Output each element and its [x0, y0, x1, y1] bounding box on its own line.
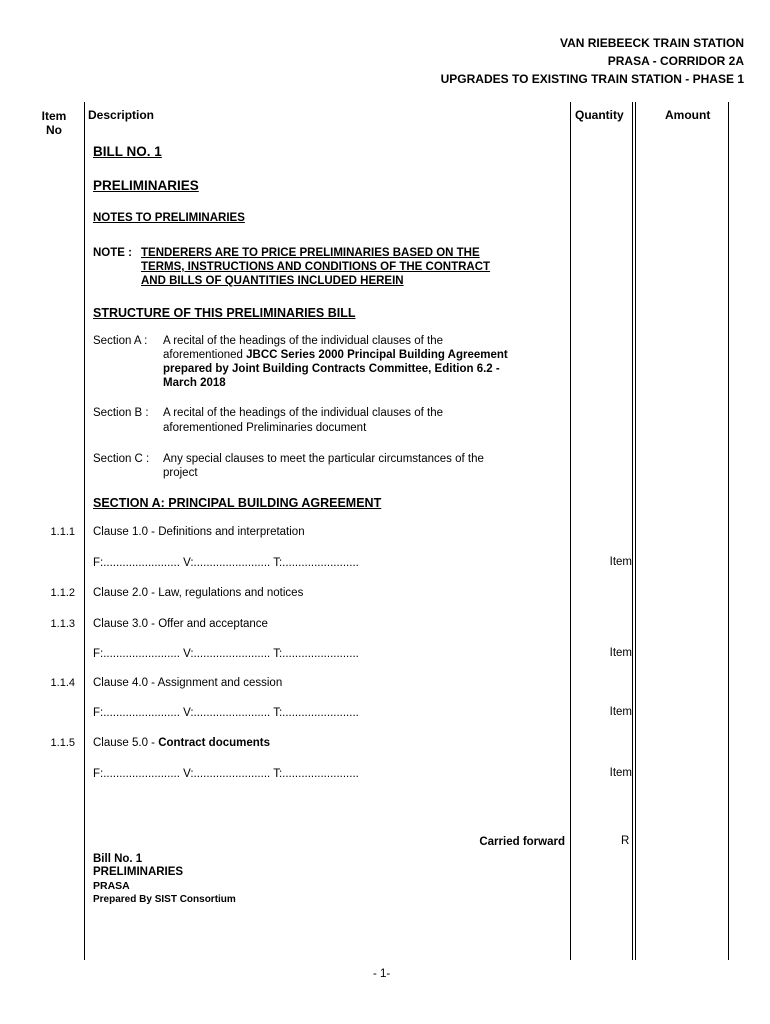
col-quantity: Quantity — [575, 108, 624, 122]
section-c-line-2: project — [163, 467, 198, 479]
quantity-item: Item — [609, 647, 632, 659]
section-a-line-1: A recital of the headings of the individual clauses of the — [163, 335, 444, 347]
quantity-item: Item — [609, 556, 632, 568]
page-number: - 1- — [373, 968, 391, 980]
section-a-line-3: prepared by Joint Building Contracts Committee, Edition 6.2 - — [163, 363, 500, 375]
col-no-label: No — [46, 123, 62, 137]
note-label: NOTE : — [93, 247, 132, 259]
structure-title: STRUCTURE OF THIS PRELIMINARIES BILL — [93, 306, 356, 320]
clause-text: Clause 4.0 - Assignment and cession — [93, 677, 283, 689]
clause-text-bold: Contract documents — [158, 737, 271, 749]
col-item-label: Item — [41, 109, 67, 123]
note-line-3: AND BILLS OF QUANTITIES INCLUDED HEREIN — [141, 275, 404, 287]
section-c-label: Section C : — [93, 453, 150, 465]
footer-client: PRASA — [93, 880, 130, 892]
currency-symbol: R — [621, 835, 630, 847]
rule-description-quantity — [570, 102, 571, 960]
preliminaries-title: PRELIMINARIES — [93, 178, 199, 193]
clause-text: Clause 3.0 - Offer and acceptance — [93, 618, 268, 630]
footer-title: PRELIMINARIES — [93, 866, 184, 878]
rule-quantity-left — [632, 102, 633, 960]
section-a-line-2-plain: aforementioned — [163, 349, 247, 361]
clause-text: Clause 2.0 - Law, regulations and notices — [93, 587, 304, 599]
col-item-no — [36, 109, 72, 137]
section-a-line-4: March 2018 — [163, 377, 226, 389]
header-project: VAN RIEBEECK TRAIN STATION — [559, 36, 744, 50]
section-b-label: Section B : — [93, 407, 149, 419]
section-a-title: SECTION A: PRINCIPAL BUILDING AGREEMENT — [93, 496, 382, 510]
section-b-line-2: aforementioned Preliminaries document — [163, 422, 367, 434]
fvt-line: F:........................ V:........................ T:........................ — [93, 707, 359, 719]
clause-text-plain: Clause 5.0 - — [93, 737, 159, 749]
fvt-line: F:........................ V:........................ T:........................ — [93, 768, 359, 780]
item-number: 1.1.2 — [50, 587, 75, 599]
item-number: 1.1.4 — [50, 677, 75, 689]
note-line-1: TENDERERS ARE TO PRICE PRELIMINARIES BASED ON THE — [141, 247, 480, 259]
section-b-line-1: A recital of the headings of the individual clauses of the — [163, 407, 444, 419]
notes-title: NOTES TO PRELIMINARIES — [93, 212, 245, 224]
rule-quantity-right — [635, 102, 636, 960]
header-phase: UPGRADES TO EXISTING TRAIN STATION - PHASE 1 — [440, 72, 744, 86]
section-c-line-1: Any special clauses to meet the particular circumstances of the — [163, 453, 484, 465]
section-a-agreement-name: JBCC Series 2000 Principal Building Agreement — [246, 349, 508, 361]
item-number: 1.1.1 — [50, 526, 75, 538]
item-number: 1.1.5 — [50, 737, 75, 749]
section-a-label: Section A : — [93, 335, 148, 347]
bill-title: BILL NO. 1 — [93, 144, 162, 159]
header-client: PRASA - CORRIDOR 2A — [607, 54, 744, 68]
carried-forward-label: Carried forward — [479, 836, 565, 848]
item-number: 1.1.3 — [50, 618, 75, 630]
col-amount: Amount — [665, 108, 711, 122]
quantity-item: Item — [609, 767, 632, 779]
rule-item-description — [84, 102, 85, 960]
quantity-item: Item — [609, 706, 632, 718]
col-description: Description — [88, 108, 155, 122]
fvt-line: F:........................ V:........................ T:........................ — [93, 648, 359, 660]
clause-text — [93, 737, 270, 749]
rule-amount — [728, 102, 729, 960]
section-a-line-2 — [163, 349, 508, 361]
fvt-line: F:........................ V:........................ T:........................ — [93, 557, 359, 569]
footer-prepared: Prepared By SIST Consortium — [93, 894, 236, 905]
footer-bill: Bill No. 1 — [93, 853, 143, 865]
note-line-2: TERMS, INSTRUCTIONS AND CONDITIONS OF THE CONTRACT — [141, 261, 491, 273]
clause-text: Clause 1.0 - Definitions and interpretation — [93, 526, 305, 538]
